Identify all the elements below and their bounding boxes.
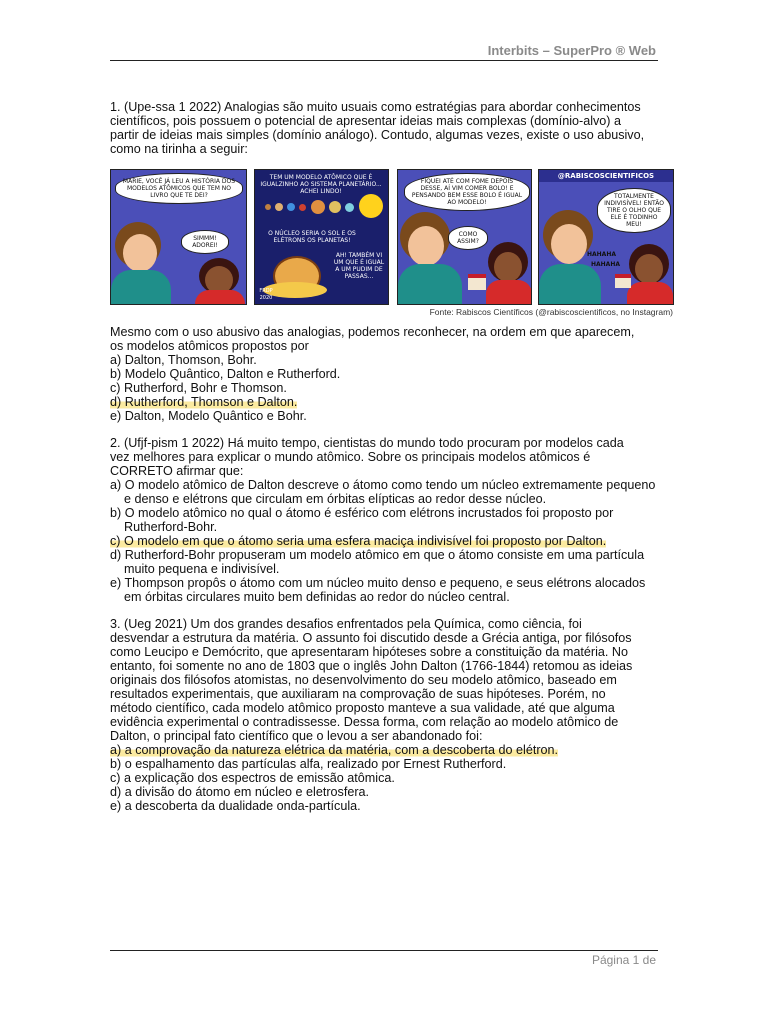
q2-option-c-highlighted: c) O modelo em que o átomo seria uma esfera maciça indivisível foi proposto por Dalton. (110, 534, 607, 548)
character-face (123, 234, 157, 272)
panel-caption: TEM UM MODELO ATÔMICO QUE É IGUALZINHO AO SISTEMA PLANETÁRIO... ACHEI LINDO! (260, 174, 382, 195)
comic-source: Fonte: Rabiscos Científicos (@rabiscoscientificos, no Instagram) (429, 307, 673, 317)
q1-option-a: a) Dalton, Thomson, Bohr. (110, 353, 257, 367)
q1-option-c: c) Rutherford, Bohr e Thomson. (110, 381, 287, 395)
q3-option-d: d) a divisão do átomo em núcleo e eletrosfera. (110, 785, 370, 799)
character-body (627, 282, 673, 305)
character-body (195, 290, 245, 305)
q1-line: científicos, pois possuem o potencial de apresentar ideias mais complexas (domínio-alvo) a (110, 114, 621, 128)
q1-line: como na tirinha a seguir: (110, 142, 248, 156)
panel-caption: AH! TAMBÉM VI UM QUE É IGUAL A UM PUDIM DE PASSAS... (333, 252, 385, 280)
q3-line: desvendar a estrutura da matéria. O assunto foi discutido desde a Grécia antiga, por filósofos (110, 631, 632, 645)
instagram-handle: @RABISCOSCIENTIFICOS (539, 170, 673, 182)
speech-bubble: COMO ASSIM? (448, 226, 488, 250)
planet-icon (287, 203, 295, 211)
comic-panel-4 (538, 169, 674, 305)
panel-caption: O NÚCLEO SERIA O SOL E OS ELÉTRONS OS PLANETAS! (268, 230, 356, 244)
q3-line: método científico, cada modelo atômico proposto manteve a sua validade, até que alguma (110, 701, 615, 715)
planet-icon (311, 200, 325, 214)
planet-icon (265, 204, 271, 210)
speech-bubble: SIMMM! ADOREI! (181, 230, 229, 254)
q3-line: como Leucipo e Demócrito, que apresentaram hipóteses sobre a constituição da matéria. No (110, 645, 629, 659)
q2-line: CORRETO afirmar que: (110, 464, 244, 478)
q3-line: resultados experimentais, que auxiliaram na comprovação de suas hipóteses. Porém, no (110, 687, 606, 701)
q1-stem: os modelos atômicos propostos por (110, 339, 309, 353)
q3-line: 3. (Ueg 2021) Um dos grandes desafios enfrentados pela Química, como ciência, foi (110, 617, 582, 631)
q1-option-d-highlighted: d) Rutherford, Thomson e Dalton. (110, 395, 298, 409)
character-face (494, 252, 522, 282)
footer-divider (110, 950, 658, 951)
header-title: Interbits – SuperPro ® Web (487, 43, 656, 58)
speech-bubble: FIQUEI ATÉ COM FOME DEPOIS DESSE, AÍ VIM COMER BOLO! E PENSANDO BEM ESSE BOLO É IGUAL AO MODELO! (404, 173, 530, 211)
speech-bubble: TOTALMENTE INDIVISÍVEL! ENTÃO TIRE O OLHO QUE ELE É TODINHO MEU! (597, 188, 671, 233)
character-face (551, 224, 587, 264)
speech-bubble: MARIE, VOCÊ JÁ LEU A HISTÓRIA DOS MODELOS ATÔMICOS QUE TEM NO LIVRO QUE TE DEI? (115, 173, 243, 204)
cake-icon (615, 274, 631, 288)
document-body (110, 100, 673, 813)
q3-option-c: c) a explicação dos espectros de emissão atômica. (110, 771, 395, 785)
planet-icon (345, 203, 354, 212)
laugh-text: HAHAHA (591, 261, 620, 268)
question-2 (110, 436, 660, 604)
comic-strip (110, 169, 673, 317)
q3-option-a-highlighted: a) a comprovação da natureza elétrica da matéria, com a descoberta do elétron. (110, 743, 559, 757)
page-number: Página 1 de (591, 953, 656, 967)
q1-option-b: b) Modelo Quântico, Dalton e Rutherford. (110, 367, 341, 381)
header-divider (110, 60, 658, 61)
q1-stem: Mesmo com o uso abusivo das analogias, podemos reconhecer, na ordem em que aparecem, (110, 325, 635, 339)
q2-option-e: e) Thompson propôs o átomo com um núcleo muito denso e pequeno, e seus elétrons alocados em órbitas circulares muito bem definidas ao redor do núcleo central. (110, 576, 646, 604)
q3-line: evidência experimental o contradissesse. Dessa forma, com relação ao modelo atômico de (110, 715, 619, 729)
comic-panel-1 (110, 169, 247, 305)
q2-line: vez melhores para explicar o mundo atômico. Sobre os principais modelos atômicos é (110, 450, 591, 464)
character-body (111, 270, 171, 305)
q3-line: Dalton, o principal fato científico que o levou a ser abandonado foi: (110, 729, 483, 743)
planet-icon (329, 201, 341, 213)
comic-panel-2 (254, 169, 389, 305)
q2-option-a: a) O modelo atômico de Dalton descreve o átomo como tendo um núcleo extremamente pequeno e denso e elétrons que circulam em órbitas elípticas ao redor desse núcleo. (110, 478, 656, 506)
question-3 (110, 617, 660, 813)
sun-icon (359, 194, 383, 218)
q1-line: 1. (Upe-ssa 1 2022) Analogias são muito usuais como estratégias para abordar conhecimentos (110, 100, 641, 114)
cake-icon (468, 274, 486, 290)
q3-option-e: e) a descoberta da dualidade onda-partícula. (110, 799, 361, 813)
character-body (486, 280, 532, 305)
planet-icon (275, 203, 283, 211)
q2-line: 2. (Ufjf-pism 1 2022) Há muito tempo, cientistas do mundo todo procuram por modelos cada (110, 436, 624, 450)
character-body (398, 264, 462, 305)
comic-panel-3 (397, 169, 532, 305)
planet-icon (299, 204, 306, 211)
q3-line: originais dos filósofos atomistas, no desenvolvimento do seu modelo atômico, baseado em (110, 673, 617, 687)
laugh-text: HAHAHA (587, 251, 616, 258)
character-face (635, 254, 663, 284)
q1-option-e: e) Dalton, Modelo Quântico e Bohr. (110, 409, 307, 423)
q3-option-b: b) o espalhamento das partículas alfa, realizado por Ernest Rutherford. (110, 757, 507, 771)
artist-signature: FRDP 2020 (259, 288, 273, 301)
q3-line: entanto, foi somente no ano de 1803 que o inglês John Dalton (1766-1844) retomou as ideias (110, 659, 633, 673)
character-face (408, 226, 444, 266)
q1-line: partir de ideias mais simples (domínio análogo). Contudo, algumas vezes, existe o uso abusivo, (110, 128, 645, 142)
q2-option-b: b) O modelo atômico no qual o átomo é esférico com elétrons incrustados foi proposto por Rutherford-Bohr. (110, 506, 614, 534)
q2-option-d: d) Rutherford-Bohr propuseram um modelo atômico em que o átomo consiste em uma partícula muito pequena e indivisível. (110, 548, 645, 576)
question-1 (110, 100, 673, 423)
